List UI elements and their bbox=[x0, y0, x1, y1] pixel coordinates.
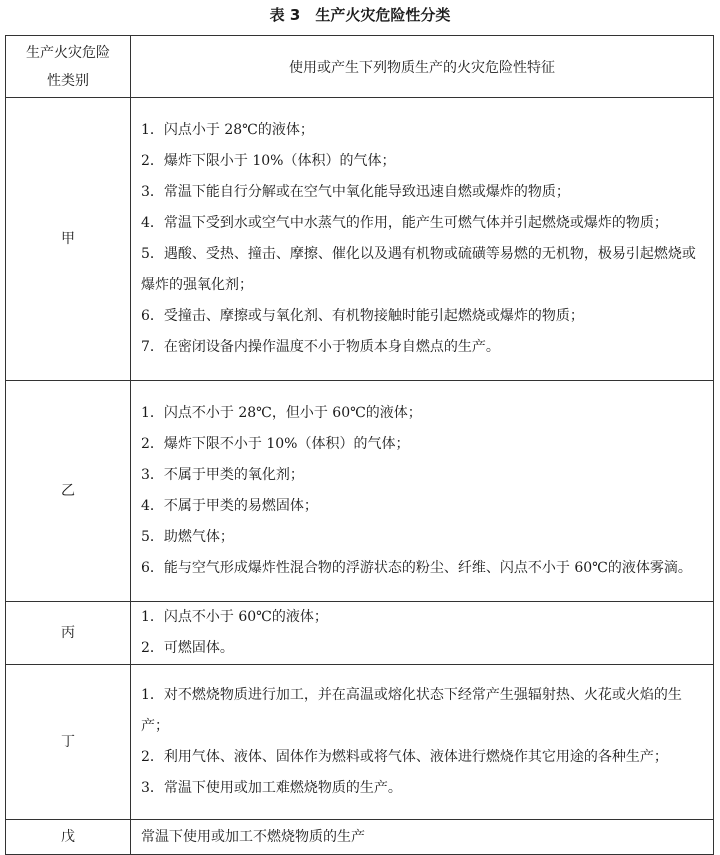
header-description-cell: 使用或产生下列物质生产的火灾危险性特征 bbox=[131, 36, 714, 98]
fire-hazard-table bbox=[5, 35, 714, 855]
list-item: 1．闪点小于 28℃的液体； bbox=[141, 122, 314, 138]
table-title: 表 3 生产火灾危险性分类 bbox=[269, 6, 451, 24]
items-cell bbox=[131, 665, 714, 820]
header-row bbox=[6, 36, 714, 98]
list-item: 5．助燃气体； bbox=[141, 529, 234, 545]
list-item: 1．对不燃烧物质进行加工，并在高温或熔化状态下经常产生强辐射热、火花或火焰的生产； bbox=[141, 687, 682, 734]
list-item: 2．可燃固体。 bbox=[141, 640, 234, 656]
list-item: 常温下使用或加工不燃烧物质的生产 bbox=[141, 828, 365, 845]
header-category-cell bbox=[6, 36, 131, 98]
table-row bbox=[6, 602, 714, 665]
table-row bbox=[6, 665, 714, 820]
category-cell: 乙 bbox=[6, 381, 131, 602]
list-item: 3．不属于甲类的氧化剂； bbox=[141, 467, 304, 483]
header-category-line2: 性类别 bbox=[47, 72, 89, 89]
table-row bbox=[6, 820, 714, 855]
list-item: 1．闪点不小于 60℃的液体； bbox=[141, 609, 328, 625]
items-cell bbox=[131, 98, 714, 381]
list-item: 3．常温下能自行分解或在空气中氧化能导致迅速自燃或爆炸的物质； bbox=[141, 184, 570, 200]
list-item: 2．利用气体、液体、固体作为燃料或将气体、液体进行燃烧作其它用途的各种生产； bbox=[141, 749, 668, 765]
category-cell: 戊 bbox=[6, 820, 131, 855]
list-item: 6．受撞击、摩擦或与氧化剂、有机物接触时能引起燃烧或爆炸的物质； bbox=[141, 308, 584, 324]
list-item: 7．在密闭设备内操作温度不小于物质本身自燃点的生产。 bbox=[141, 339, 500, 355]
list-item: 3．常温下使用或加工难燃烧物质的生产。 bbox=[141, 780, 402, 796]
list-item: 5．遇酸、受热、撞击、摩擦、催化以及遇有机物或硫磺等易燃的无机物，极易引起燃烧或爆炸的强氧化剂； bbox=[141, 246, 696, 293]
category-cell: 丙 bbox=[6, 602, 131, 665]
list-item: 4．常温下受到水或空气中水蒸气的作用，能产生可燃气体并引起燃烧或爆炸的物质； bbox=[141, 215, 668, 231]
table-row bbox=[6, 98, 714, 381]
list-item: 2．爆炸下限不小于 10%（体积）的气体； bbox=[141, 436, 410, 452]
table-row bbox=[6, 381, 714, 602]
list-item: 2．爆炸下限小于 10%（体积）的气体； bbox=[141, 153, 396, 169]
items-cell bbox=[131, 820, 714, 855]
list-item: 6．能与空气形成爆炸性混合物的浮游状态的粉尘、纤维、闪点不小于 60℃的液体雾滴。 bbox=[141, 560, 692, 576]
items-cell bbox=[131, 602, 714, 665]
items-cell bbox=[131, 381, 714, 602]
category-cell: 甲 bbox=[6, 98, 131, 381]
category-cell: 丁 bbox=[6, 665, 131, 820]
list-item: 1．闪点不小于 28℃，但小于 60℃的液体； bbox=[141, 405, 422, 421]
list-item: 4．不属于甲类的易燃固体； bbox=[141, 498, 318, 514]
header-category-line1: 生产火灾危险 bbox=[26, 44, 110, 61]
